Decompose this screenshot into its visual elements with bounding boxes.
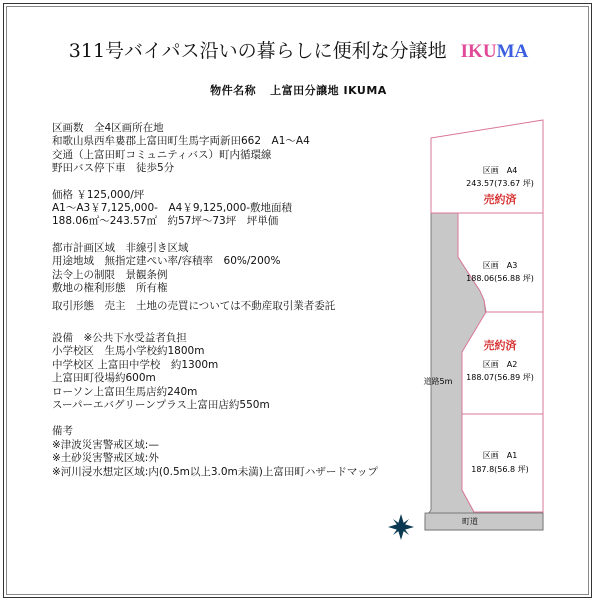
- plot-a4-area: 243.57(73.67 坪): [466, 179, 534, 188]
- north-compass-icon: [388, 514, 414, 540]
- town-road-label: 町道: [462, 517, 478, 526]
- info-line: 敷地の権利形態 所有権: [52, 282, 168, 295]
- plot-a4-id: 区画 A4: [482, 166, 518, 175]
- info-line: ※津波災害警戒区域:—: [52, 438, 159, 451]
- info-line: 和歌山県西牟婁郡上富田町生馬字両新田662 A1～A4: [52, 135, 310, 148]
- info-line: 備考: [52, 425, 73, 438]
- info-line: 価格 ￥125,000/坪: [52, 188, 145, 201]
- info-line: 中学校区 上富田中学校 約1300m: [52, 358, 219, 371]
- plot-a2-area: 188.07(56.89 坪): [466, 373, 534, 382]
- info-line: 都市計画区域 非線引き区域: [52, 241, 189, 254]
- plot-a4-status: 売約済: [483, 193, 517, 206]
- info-line: 小学校区 生馬小学校約1800m: [52, 345, 205, 358]
- info-line: 上富田町役場約600m: [52, 372, 156, 385]
- info-line: A1～A3￥7,125,000- A4￥9,125,000-敷地面積: [52, 202, 293, 215]
- info-line: ※土砂災害警戒区域:外: [52, 452, 159, 465]
- brand-part1: IKU: [460, 41, 497, 62]
- title-text: 311号バイパス沿いの暮らしに便利な分譲地: [68, 40, 447, 62]
- info-line: 設備 ※公共下水受益者負担: [52, 331, 187, 344]
- town-road: [425, 513, 543, 530]
- info-line: スーパーエバグリーンプラス上富田店約550m: [52, 398, 270, 411]
- info-line: 交通（上富田町コミュニティバス）町内循環線: [52, 148, 272, 161]
- plot-a3-area: 188.06(56.88 坪): [466, 274, 534, 283]
- property-label: 物件名称: [210, 84, 257, 97]
- plot-a1: [462, 414, 543, 512]
- plot-a1-area: 187.8(56.8 坪): [471, 465, 529, 474]
- property-name: 上富田分譲地 IKUMA: [270, 84, 387, 97]
- info-line: 法令上の制限 景観条例: [52, 268, 168, 281]
- info-line: 野田バス停下車 徒歩5分: [52, 162, 175, 175]
- info-line: 取引形態 売主 土地の売買については不動産取引業者委託: [52, 300, 336, 313]
- info-line: ※河川浸水想定区域:内(0.5m以上3.0m未満)上富田町ハザードマップ: [52, 465, 378, 478]
- info-line: 区画数 全4区画所在地: [52, 122, 164, 134]
- info-line: 用途地域 無指定建ぺい率/容積率 60%/200%: [52, 255, 281, 268]
- plot-a3-id: 区画 A3: [482, 261, 518, 270]
- info-line: 188.06㎡～243.57㎡ 約57坪～73坪 坪単価: [52, 215, 279, 228]
- plot-a2-id: 区画 A2: [482, 360, 518, 369]
- brand-part2: MA: [496, 41, 529, 62]
- info-line: ローソン上富田生馬店約240m: [52, 385, 198, 398]
- plot-a1-id: 区画 A1: [482, 451, 518, 460]
- side-road-label: 道路5m: [423, 377, 453, 386]
- plot-a2-status: 売約済: [483, 339, 517, 352]
